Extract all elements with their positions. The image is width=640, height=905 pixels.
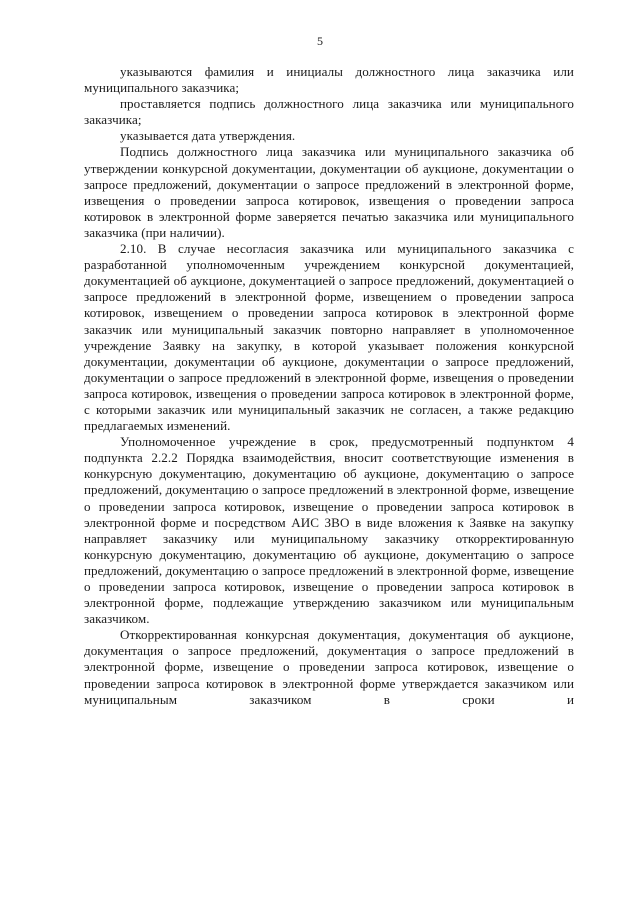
paragraph-2-10-disagreement: 2.10. В случае несогласия заказчика или муниципального заказчика с разработанной уполномоченным учреждением конкурсной документацией, документацией об аукционе, документацией о запросе предложений, документацией о запросе предложений в электронной форме, извещением о проведении запроса котировок, извещением о проведении запроса котировок в электронной форме заказчик или муниципальный заказчик повторно направляет в уполномоченное учреждение Заявку на закупку, в которой указывает положения конкурсной документации, документации об аукционе, документации о запросе предложений, документации о запросе предложений в электронной форме, извещения о проведении запроса котировок, извещения о проведении запроса котировок в электронной форме, с которыми заказчик или муниципальный заказчик не согласен, а также редакцию предлагаемых изменений. [84,241,574,434]
page-number: 5 [317,34,323,48]
paragraph-signature: проставляется подпись должностного лица заказчика или муниципального заказчика; [84,96,574,128]
paragraph-corrected-documentation: Откорректированная конкурсная документация, документация об аукционе, документация о запросе предложений, документация о запросе предложений в электронной форме, извещение о проведении запроса котировок, извещение о проведении запроса котировок в электронной форме утверждается заказчиком или муниципальным заказчиком в сроки и [84,627,574,707]
paragraph-surname-initials: указываются фамилия и инициалы должностного лица заказчика или муниципального заказчика; [84,64,574,96]
document-body [84,64,574,708]
paragraph-approval-date: указывается дата утверждения. [120,128,296,144]
paragraph-authorized-institution-changes: Уполномоченное учреждение в срок, предусмотренный подпунктом 4 подпункта 2.2.2 Порядка взаимодействия, вносит соответствующие изменения в конкурсную документацию, документацию об аукционе, документацию о запросе предложений, документацию о запросе предложений в электронной форме, извещение о проведении запроса котировок, извещение о проведении запроса котировок в электронной форме и посредством АИС ЗВО в виде вложения к Заявке на закупку направляет заказчику или муниципальному заказчику откорректированную конкурсную документацию, документацию об аукционе, документацию о запросе предложений, документацию о запросе предложений в электронной форме, извещение о проведении запроса котировок, извещение о проведении запроса котировок в электронной форме, подлежащие утверждению заказчиком или муниципальным заказчиком. [84,434,574,627]
paragraph-seal-certification: Подпись должностного лица заказчика или муниципального заказчика об утверждении конкурсной документации, документации об аукционе, документации о запросе предложений, документации о запросе предложений в электронной форме, извещения о проведении запроса котировок, извещения о проведении запроса котировок в электронной форме заверяется печатью заказчика или муниципального заказчика (при наличии). [84,144,574,240]
